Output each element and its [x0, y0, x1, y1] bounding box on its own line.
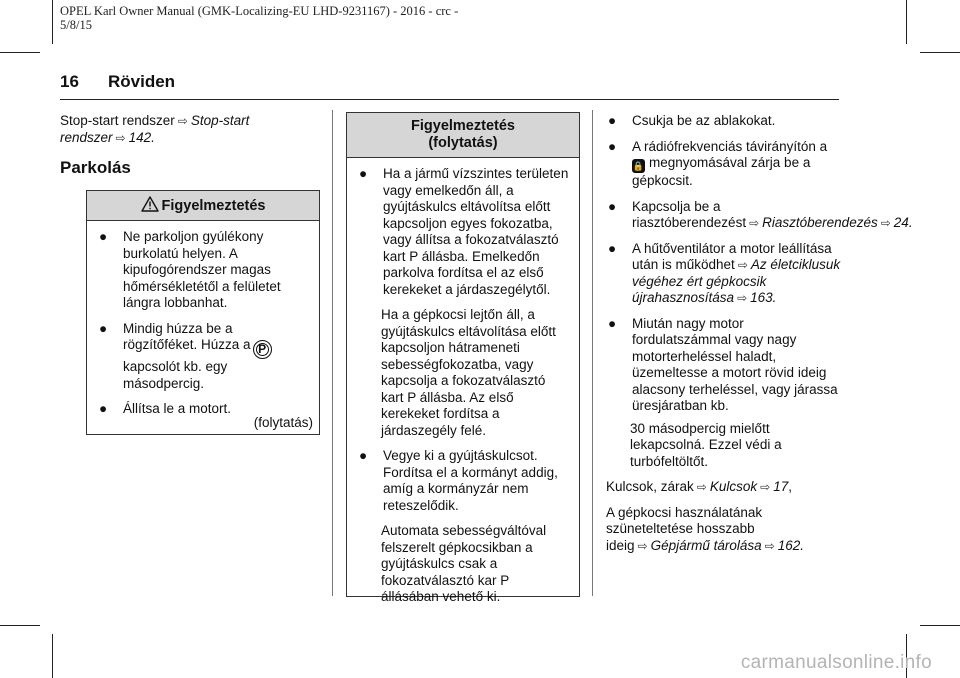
- keys-link[interactable]: Kulcsok: [709, 479, 758, 494]
- ref-text: Kulcsok, zárak: [606, 479, 694, 494]
- print-header: [60, 4, 458, 32]
- ref-page: 162: [777, 537, 801, 553]
- list-item-text: megnyomásával zárja be a gépkocsit.: [632, 155, 811, 188]
- list-item-text: Ne parkoljon gyúlékony burkolatú helyen. A kipufogórendszer magas hőmérsékletétől a felületet lángra lobbanhat.: [123, 229, 281, 310]
- ref-page: 24: [893, 215, 909, 230]
- list-item: ● Vegye ki a gyújtáskulcsot. Fordítsa el a kormányt addig, amíg a kormányzár nem reteszelődik.: [357, 448, 569, 514]
- list-item-text: A hűtőventilátor a motor leállítása után is működhet: [632, 240, 832, 272]
- reference-arrow-icon: ⇨: [749, 216, 760, 230]
- reference-arrow-icon: ⇨: [737, 291, 748, 305]
- list-item: ● Mindig húzza be a rögzítőféket. Húzza a P kapcsolót kb. egy másodpercig.: [97, 321, 309, 393]
- list-item-text: Kapcsolja be a riasztóberendezést: [632, 198, 747, 230]
- reference-arrow-icon: ⇨: [115, 130, 126, 145]
- ref-text: Stop-start rendszer: [60, 113, 175, 128]
- alarm-link[interactable]: Riasztóberendezés: [762, 215, 878, 230]
- column-divider: [332, 110, 333, 596]
- list-item-text: Csukja be az ablakokat.: [632, 113, 776, 128]
- warning-box-continued: [346, 112, 580, 604]
- list-item: ● A rádiófrekvenciás távirányítón a 🔒 megnyomásával zárja be a gépkocsit.: [608, 138, 828, 188]
- ref-page: 142: [128, 129, 152, 145]
- crop-mark: [0, 52, 40, 53]
- stop-start-reference: Stop-start rendszer ⇨ Stop-start rendszer ⇨ 142.: [60, 113, 250, 145]
- ref-page: 163: [750, 290, 773, 305]
- list-item: ● Csukja be az ablakokat.: [606, 113, 842, 130]
- watermark: carmanualsonline.info: [740, 652, 932, 673]
- keys-reference: Kulcsok, zárak ⇨ Kulcsok ⇨ 17,: [606, 479, 792, 494]
- list-item-text: Állítsa le a motort.: [123, 401, 232, 416]
- reference-arrow-icon: ⇨: [880, 216, 891, 230]
- list-item: ● Kapcsolja be a riasztóberendezést ⇨ Riasztóberendezés ⇨ 24.: [608, 198, 913, 230]
- reference-arrow-icon: ⇨: [177, 114, 188, 128]
- page-number: 16: [60, 72, 79, 91]
- list-item-text: Miután nagy motor fordulatszámmal vagy nagy motorterheléssel haladt, üzemeltesse a motort rövid ideig alacsony terheléssel, vagy járassa üresjáratban kb.: [632, 315, 838, 413]
- list-item: ● Ha a jármű vízszintes területen vagy emelkedőn áll, a gyújtáskulcs eltávolítsa előtt kapcsoljon egyes fokozatba, vagy állítsa a fokozatválasztó kart P állásba. Emelkedőn parkolva fordítsa el az első kerekeket a járdaszegélytől.: [359, 166, 569, 297]
- list-item: ● Állítsa le a motort.: [97, 401, 309, 418]
- list-item: ● A hűtőventilátor a motor leállítása után is működhet ⇨ Az életciklusuk végéhez ért gépkocsik újrahasznosítása ⇨ 163.: [608, 240, 841, 305]
- crop-mark: [920, 625, 960, 626]
- list-item-text: Ha a jármű vízszintes területen vagy emelkedőn áll, a gyújtáskulcs eltávolítsa előtt kapcsoljon egyes fokozatba, vagy állítsa a fokozatválasztó kart P állásba. Emelkedőn parkolva fordítsa el az első kerekeket a járdaszegélytől.: [383, 166, 569, 297]
- page-heading: [60, 72, 175, 92]
- list-item: ● Miután nagy motor fordulatszámmal vagy nagy motorterheléssel haladt, üzemeltesse a motort rövid ideig alacsony terheléssel, vagy járassa üresjáratban kb.: [606, 316, 842, 415]
- warning-title: Figyelmeztetés: [411, 118, 515, 134]
- warning-header: [347, 113, 579, 158]
- stop-start-link[interactable]: Stop-start rendszer: [60, 113, 250, 145]
- column-1: [60, 113, 322, 191]
- list-item-text: kapcsolót kb. egy másodpercig.: [123, 359, 228, 391]
- crop-mark: [52, 0, 53, 44]
- warning-body: [347, 158, 579, 619]
- storage-link[interactable]: Gépjármű tárolása: [650, 537, 762, 553]
- warning-box: [86, 190, 320, 435]
- paragraph: Ha a gépkocsi lejtőn áll, a gyújtáskulcs eltávolítása előtt kapcsoljon hátrameneti sebességfokozatba, vagy kapcsolja a fokozatválasztó kart P állásba. Az első kerekeket fordítsa a járdaszegély felé.: [381, 307, 556, 438]
- page-title: Röviden: [108, 72, 176, 91]
- list-item-text: A rádiófrekvenciás távirányítón a: [632, 138, 828, 154]
- crop-mark: [906, 0, 907, 44]
- warning-header: [87, 191, 319, 221]
- print-header-line2: 5/8/15: [60, 18, 92, 32]
- section-title: Parkolás: [60, 158, 131, 177]
- header-rule: [60, 99, 839, 100]
- paragraph: 30 másodpercig mielőtt lekapcsolná. Ezzel védi a turbófeltöltőt.: [630, 420, 782, 469]
- ref-text: A gépkocsi használatának szüneteltetése hosszabb ideig: [606, 504, 763, 553]
- lock-key-icon: 🔒: [632, 161, 645, 171]
- print-header-line1: OPEL Karl Owner Manual (GMK-Localizing-EU LHD-9231167) - 2016 - crc -: [60, 4, 459, 18]
- recycling-link[interactable]: Az életciklusuk végéhez ért gépkocsik újrahasznosítása: [632, 257, 841, 305]
- reference-arrow-icon: ⇨: [760, 480, 771, 494]
- parking-brake-icon: P: [253, 340, 272, 359]
- column-divider: [592, 110, 593, 596]
- crop-mark: [920, 52, 960, 53]
- warning-title: Figyelmeztetés: [161, 198, 266, 214]
- reference-arrow-icon: ⇨: [764, 538, 775, 553]
- crop-mark: [52, 634, 53, 678]
- reference-arrow-icon: ⇨: [696, 480, 707, 494]
- column-3: [606, 113, 913, 563]
- crop-mark: [0, 625, 40, 626]
- list-item-text: Vegye ki a gyújtáskulcsot. Fordítsa el a kormányt addig, amíg a kormányzár nem reteszelődik.: [383, 448, 558, 513]
- continued-label: (folytatás): [253, 415, 313, 430]
- warning-subtitle: (folytatás): [428, 135, 498, 151]
- warning-body: [87, 221, 319, 431]
- warning-triangle-icon: [141, 196, 159, 212]
- ref-page: 17: [773, 479, 789, 494]
- list-item: ● Ne parkoljon gyúlékony burkolatú helyen. A kipufogórendszer magas hőmérsékletétől a felületet lángra lobbanhat.: [97, 229, 309, 312]
- reference-arrow-icon: ⇨: [637, 538, 648, 553]
- paragraph: Automata sebességváltóval felszerelt gépkocsikban a gyújtáskulcs csak a fokozatválasztó kar P állásában vehető ki.: [381, 523, 547, 604]
- list-item-text: Mindig húzza be a rögzítőféket. Húzza a: [123, 320, 251, 352]
- storage-reference: A gépkocsi használatának szüneteltetése hosszabb ideig ⇨ Gépjármű tárolása ⇨ 162.: [606, 504, 805, 553]
- reference-arrow-icon: ⇨: [737, 258, 748, 272]
